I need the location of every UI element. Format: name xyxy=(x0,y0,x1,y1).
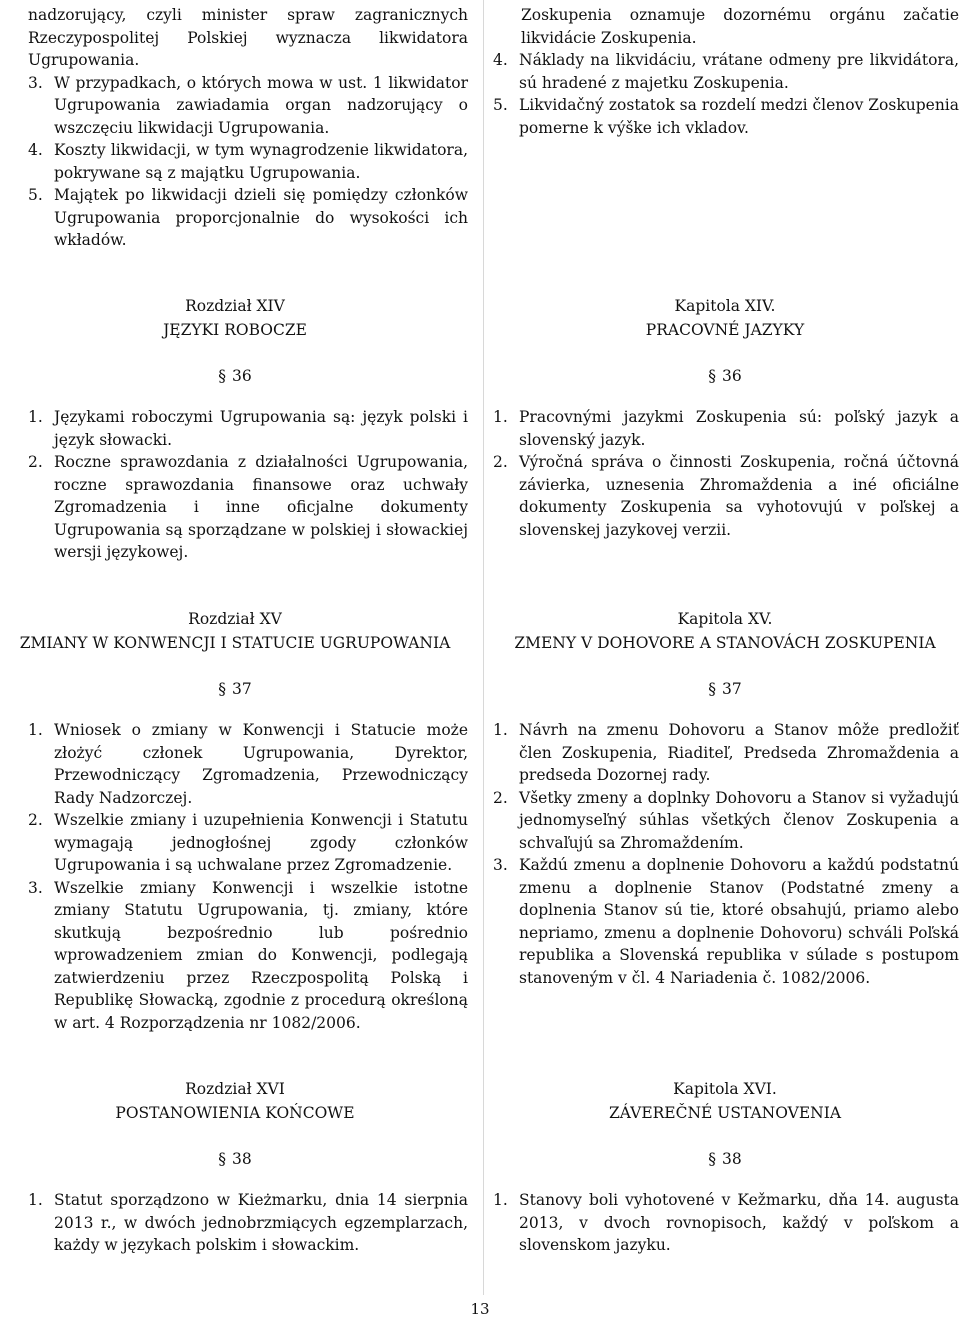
chapter-subtitle: ZMENY V DOHOVORE A STANOVÁCH ZOSKUPENIA xyxy=(514,634,936,652)
column-divider xyxy=(483,0,484,1295)
item-number: 4. xyxy=(493,51,508,69)
list-item xyxy=(28,406,468,451)
top-right-block xyxy=(493,4,959,139)
chapter-title: Kapitola XVI. xyxy=(673,1080,777,1098)
item-text: Náklady na likvidáciu, vrátane odmeny pre likvidátora, sú hradené z majetku Zoskupenia. xyxy=(519,51,959,92)
list-item xyxy=(493,94,959,139)
chapter-title: Kapitola XV. xyxy=(677,610,773,628)
item-text: Statut sporządzono w Kieżmarku, dnia 14 sierpnia 2013 r., w dwóch jednobrzmiących egzemplarzach, każdy w językach polskim i słowackim. xyxy=(54,1191,468,1254)
item-number: 2. xyxy=(28,811,43,829)
list-item xyxy=(493,451,959,541)
section-list-pl xyxy=(28,719,468,1034)
chapter-subtitle: ZÁVEREČNÉ USTANOVENIA xyxy=(608,1104,842,1122)
paragraph-number: § 36 xyxy=(708,367,742,385)
item-number: 1. xyxy=(493,1191,508,1209)
item-text: Všetky zmeny a doplnky Dohovoru a Stanov si vyžadujú jednomyseľný súhlas všetkých členov Zoskupenia a schvaľujú sa Zhromaždením. xyxy=(519,788,959,852)
chapter-subtitle: ZMIANY W KONWENCJI I STATUCIE UGRUPOWANIA xyxy=(19,634,451,652)
item-text: W przypadkach, o których mowa w ust. 1 likwidator Ugrupowania zawiadamia organ nadzorujący o wszczęciu likwidacji Ugrupowania. xyxy=(54,73,468,137)
chapter-heading-sk xyxy=(490,607,960,701)
page-number: 13 xyxy=(470,1300,490,1318)
chapter-title: Rozdział XV xyxy=(188,610,282,628)
chapter-subtitle: POSTANOWIENIA KOŃCOWE xyxy=(115,1104,355,1122)
item-text: Pracovnými jazykmi Zoskupenia sú: poľský jazyk a slovenský jazyk. xyxy=(519,408,959,449)
item-number: 1. xyxy=(28,1191,43,1209)
list-item xyxy=(493,406,959,451)
list-item xyxy=(493,49,959,94)
list-item xyxy=(28,719,468,809)
item-number: 1. xyxy=(493,408,508,426)
continuation-text: nadzorujący, czyli minister spraw zagranicznych Rzeczypospolitej Polskiej wyznacza likwidatora Ugrupowania. xyxy=(28,6,468,69)
chapter-title: Kapitola XIV. xyxy=(674,297,776,315)
chapter-heading-pl xyxy=(0,294,470,388)
list-item xyxy=(493,1189,959,1257)
item-text: Wszelkie zmiany Konwencji i wszelkie istotne zmiany Statutu Ugrupowania, tj. zmiany, które skutkują bezpośrednio lub pośrednio wprowadzeniem zmian do Konwencji, podlegają zatwierdzeniu przez Rzeczpospolitą Polską i Republikę Słowacką, zgodnie z procedurą określoną w art. 4 Rozporządzenia nr 1082/2006. xyxy=(54,878,468,1032)
item-text: Majątek po likwidacji dzieli się pomiędzy członków Ugrupowania proporcjonalnie do wysokości ich wkładów. xyxy=(54,186,468,249)
paragraph-number: § 38 xyxy=(708,1150,742,1168)
chapter-heading-sk xyxy=(490,1077,960,1171)
chapter-subtitle: PRACOVNÉ JAZYKY xyxy=(645,321,805,339)
list-item xyxy=(28,877,468,1035)
list-item xyxy=(493,719,959,787)
top-left-block xyxy=(28,4,468,252)
section-list-sk xyxy=(493,406,959,541)
paragraph-number: § 38 xyxy=(218,1150,252,1168)
chapter-title: Rozdział XIV xyxy=(185,297,285,315)
section-list-sk xyxy=(493,1189,959,1257)
continuation-text: Zoskupenia oznamuje dozornému orgánu začatie likvidácie Zoskupenia. xyxy=(521,6,959,47)
section-list-pl xyxy=(28,1189,468,1257)
list-item xyxy=(28,139,468,184)
paragraph-number: § 36 xyxy=(218,367,252,385)
item-number: 3. xyxy=(28,878,43,897)
section-list-sk xyxy=(493,719,959,989)
item-text: Likvidačný zostatok sa rozdelí medzi členov Zoskupenia pomerne k výške ich vkladov. xyxy=(519,96,959,137)
item-number: 3. xyxy=(28,73,43,92)
item-number: 1. xyxy=(493,721,508,739)
item-number: 1. xyxy=(28,408,43,426)
list-item xyxy=(28,184,468,252)
paragraph-number: § 37 xyxy=(218,680,252,698)
chapter-title: Rozdział XVI xyxy=(185,1080,285,1098)
chapter-heading-pl xyxy=(0,607,470,701)
list-item xyxy=(28,451,468,564)
chapter-heading-pl xyxy=(0,1077,470,1171)
list-item xyxy=(28,809,468,877)
item-number: 2. xyxy=(493,453,508,471)
item-number: 2. xyxy=(28,453,43,471)
item-number: 4. xyxy=(28,141,43,159)
item-text: Językami roboczymi Ugrupowania są: język polski i język słowacki. xyxy=(54,408,468,449)
item-number: 1. xyxy=(28,721,43,739)
item-text: Stanovy boli vyhotovené v Kežmarku, dňa 14. augusta 2013, v dvoch rovnopisoch, každý v poľskom a slovenskom jazyku. xyxy=(519,1191,959,1254)
item-text: Wszelkie zmiany i uzupełnienia Konwencji i Statutu wymagają jednogłośnej zgody członków Ugrupowania i są uchwalane przez Zgromadzenie. xyxy=(54,811,468,874)
item-text: Návrh na zmenu Dohovoru a Stanov môže predložiť člen Zoskupenia, Riaditeľ, Predseda Zhromaždenia a predseda Dozornej rady. xyxy=(519,721,959,784)
list-item xyxy=(493,787,959,855)
item-text: Wniosek o zmiany w Konwencji i Statucie może złożyć członek Ugrupowania, Dyrektor, Przewodniczący Zgromadzenia, Przewodniczący Rady Nadzorczej. xyxy=(54,721,468,807)
item-number: 3. xyxy=(493,856,508,874)
item-text: Roczne sprawozdania z działalności Ugrupowania, roczne sprawozdania finansowe oraz uchwały Zgromadzenia i inne oficjalne dokumenty Ugrupowania są sporządzane w polskiej i słowackiej wersji językowej. xyxy=(54,453,468,561)
item-number: 2. xyxy=(493,788,508,807)
list-item xyxy=(28,1189,468,1257)
list-item xyxy=(493,854,959,989)
chapter-subtitle: JĘZYKI ROBOCZE xyxy=(163,321,307,339)
item-number: 5. xyxy=(28,186,43,204)
item-text: Výročná správa o činnosti Zoskupenia, ročná účtovná závierka, uznesenia Zhromaždenia a iné oficiálne dokumenty Zoskupenia sa vyhotovujú v poľskej a slovenskej jazykovej verzii. xyxy=(519,453,959,539)
item-text: Koszty likwidacji, w tym wynagrodzenie likwidatora, pokrywane są z majątku Ugrupowania. xyxy=(54,141,468,182)
chapter-heading-sk xyxy=(490,294,960,388)
list-item xyxy=(28,72,468,140)
section-list-pl xyxy=(28,406,468,564)
item-text: Každú zmenu a doplnenie Dohovoru a každú podstatnú zmenu a doplnenie Stanov (Podstatné zmeny a doplnenia Stanov sú tie, ktoré obsahujú, priamo alebo nepriamo, zmenu a doplnenie Dohovoru) schváli Poľská republika a Slovenská republika v súlade s postupom stanoveným v čl. 4 Nariadenia č. 1082/2006. xyxy=(519,856,959,987)
paragraph-number: § 37 xyxy=(708,680,742,698)
item-number: 5. xyxy=(493,96,508,114)
